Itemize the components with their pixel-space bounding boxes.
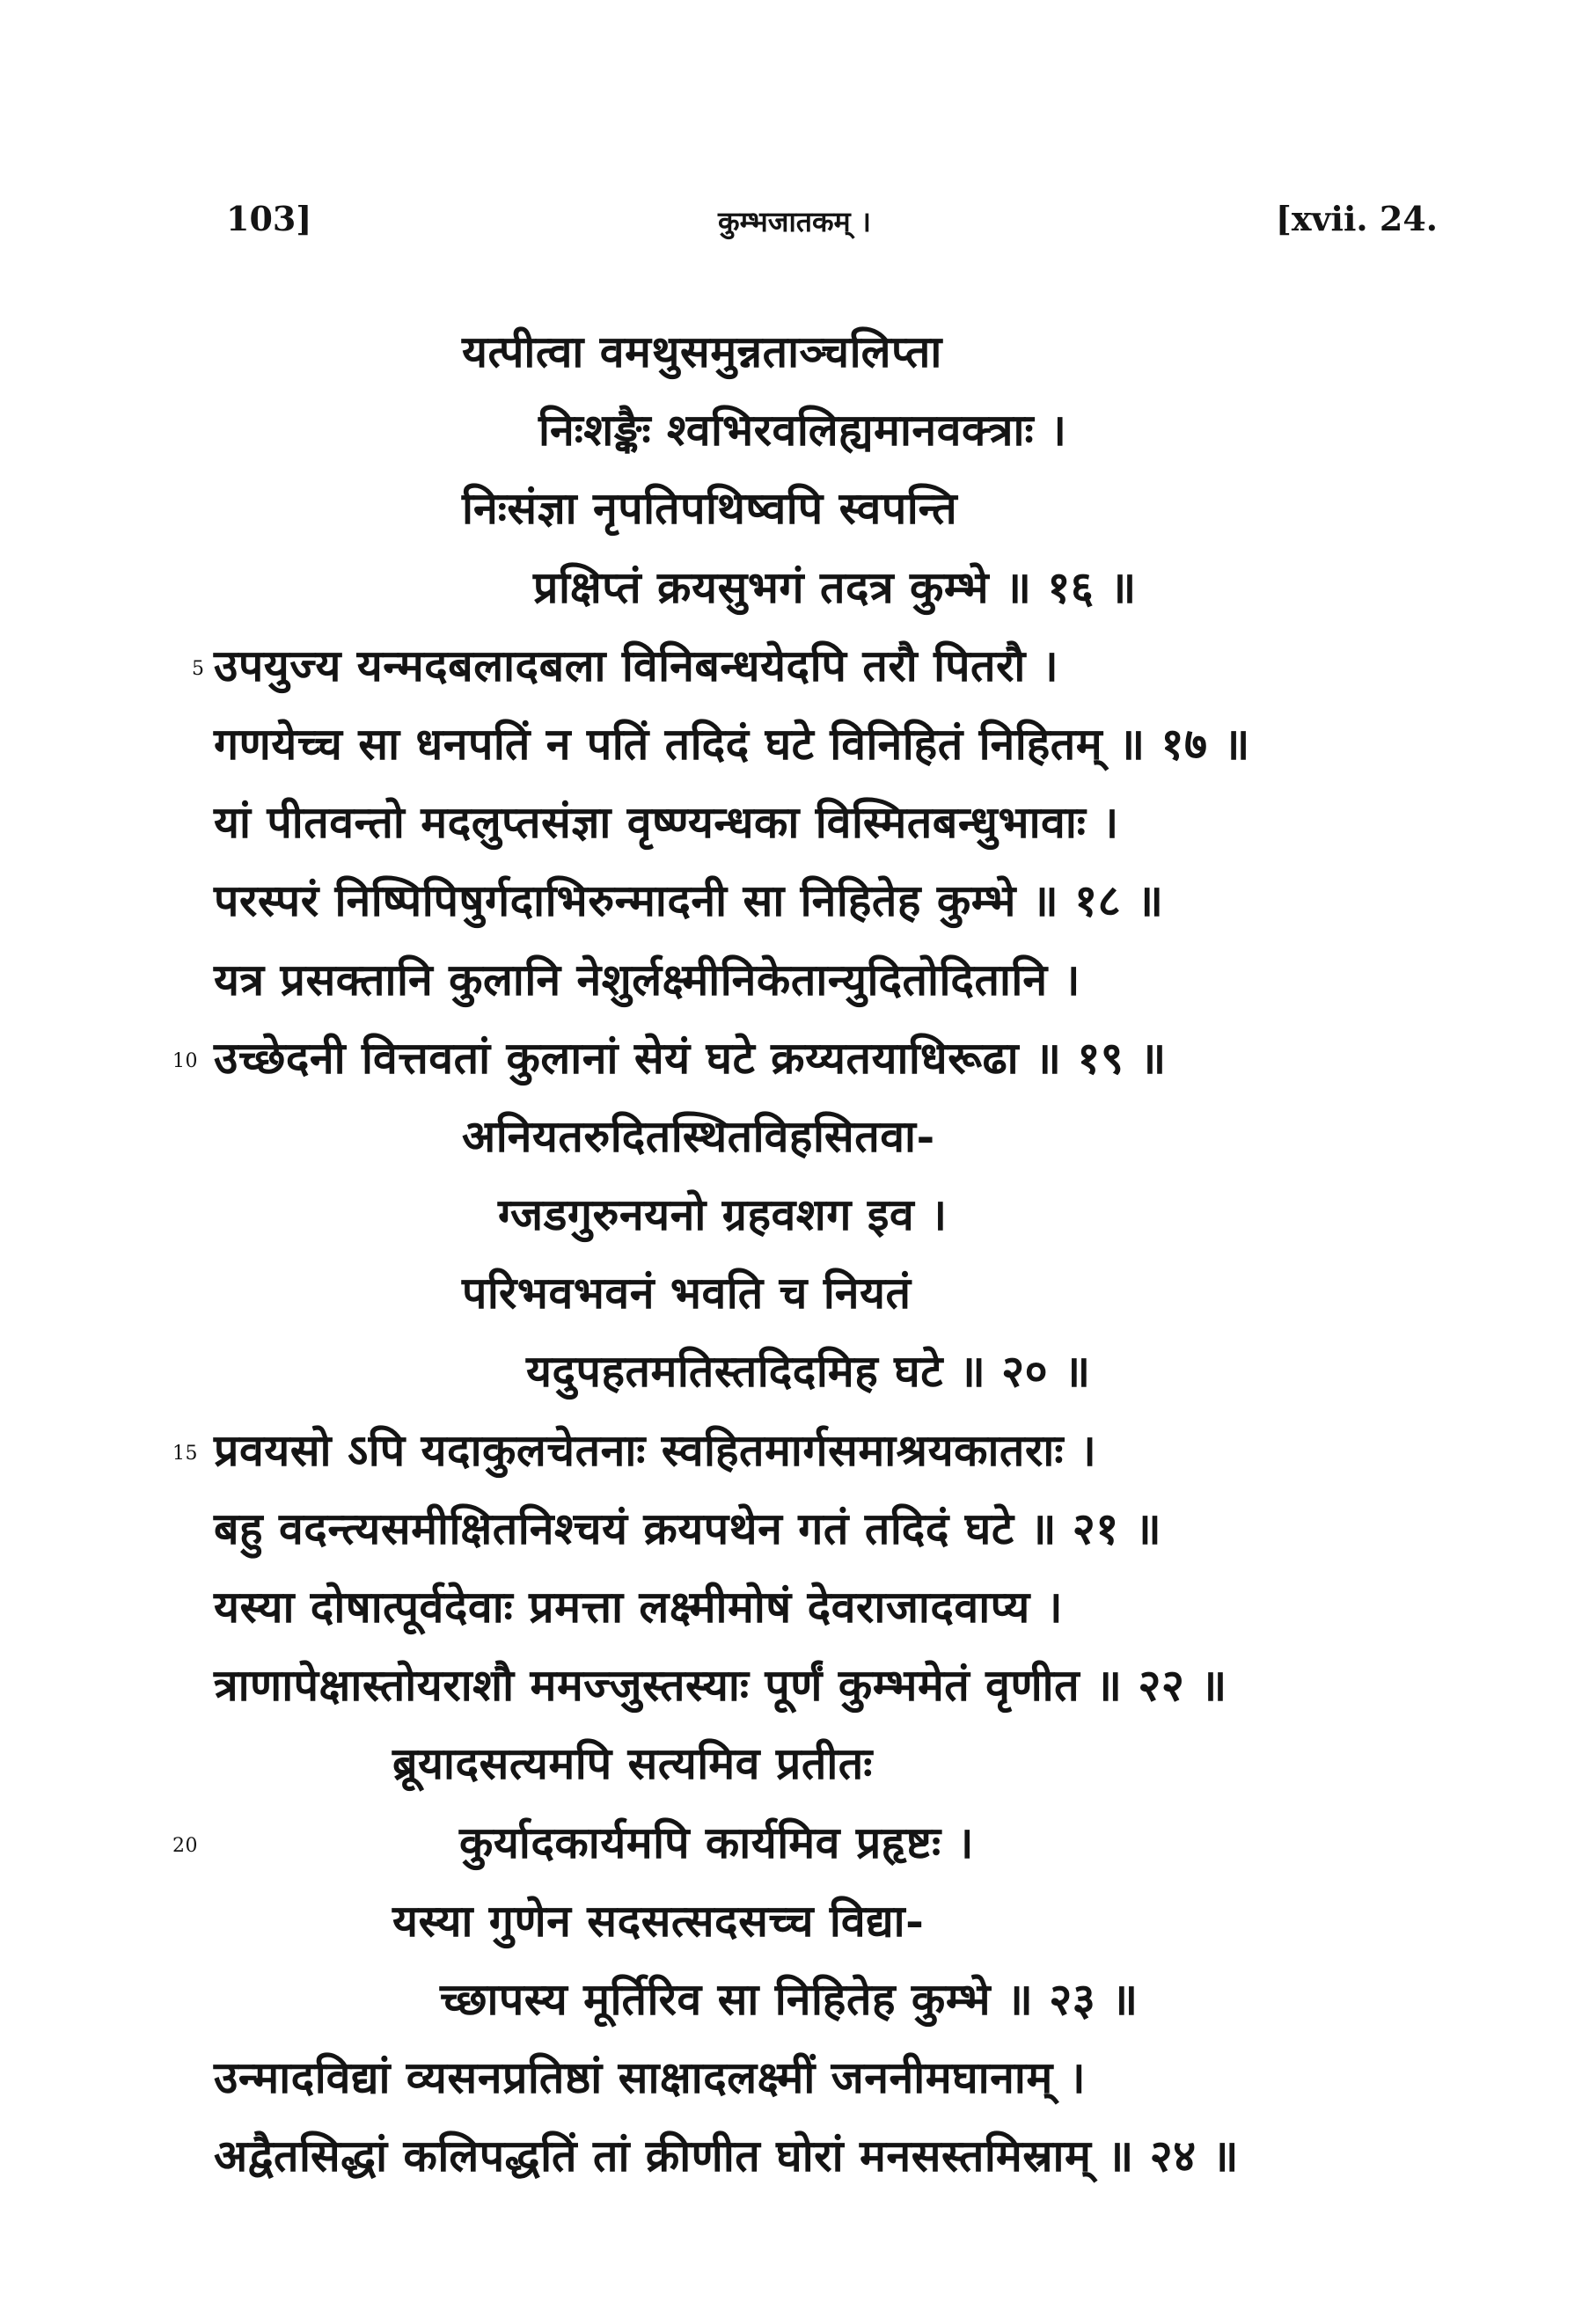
verse-line bbox=[0, 1882, 1589, 1960]
section-reference: [xvii. 24. bbox=[1275, 199, 1438, 238]
verse-line-text: यस्या दोषात्पूर्वदेवाः प्रमत्ता लक्ष्मीमोषं देवराजादवाप्य । bbox=[214, 1581, 1064, 1633]
verse-line-text: च्छापस्य मूर्तिरिव सा निहितेह कुम्भे ॥ २३ ॥ bbox=[440, 1972, 1139, 2025]
verse-line bbox=[0, 861, 1589, 939]
verse-line-text: बहु वदन्त्यसमीक्षितनिश्चयं क्रयपथेन गतं तदिदं घटे ॥ २१ ॥ bbox=[214, 1502, 1162, 1554]
verse-line-text: यत्र प्रसक्तानि कुलानि नेशुर्लक्ष्मीनिकेतान्युदितोदितानि । bbox=[214, 953, 1080, 1005]
verse-line bbox=[0, 312, 1589, 391]
verse-line bbox=[0, 1724, 1589, 1802]
verse-line bbox=[0, 1253, 1589, 1332]
page-number: 103] bbox=[226, 199, 312, 238]
verse-line-text: यां पीतवन्तो मदलुप्तसंज्ञा वृष्ण्यन्धका विस्मितबन्धुभावाः । bbox=[214, 796, 1119, 849]
verse-line-text: प्रवयसो ऽपि यदाकुलचेतनाः स्वहितमार्गसमाश्रयकातराः । bbox=[214, 1423, 1097, 1476]
verse-line-text: उपयुज्य यन्मदबलादबला विनिबन्धयेदपि तरौ पितरौ । bbox=[214, 639, 1059, 691]
verse-line bbox=[0, 1097, 1589, 1175]
verse-line bbox=[0, 2116, 1589, 2195]
verse-line-text: त्राणापेक्षास्तोयराशौ ममज्जुस्तस्याः पूर्णं कुम्भमेतं वृणीत ॥ २२ ॥ bbox=[214, 1659, 1227, 1712]
verse-line bbox=[0, 1803, 1589, 1882]
margin-line-number: 10 bbox=[172, 1049, 198, 1072]
margin-line-number: 5 bbox=[192, 657, 205, 680]
page-header bbox=[0, 199, 1589, 252]
verse-line-text: कुर्यादकार्यमपि कार्यमिव प्रहृष्टः । bbox=[459, 1816, 974, 1868]
verse-line-text: निःसंज्ञा नृपतिपथिष्वपि स्वपन्ति bbox=[462, 482, 958, 535]
verse-line bbox=[0, 626, 1589, 705]
verse-line-text: प्रक्षिप्तं क्रयसुभगं तदत्र कुम्भे ॥ १६ ॥ bbox=[533, 560, 1137, 613]
verse-line bbox=[0, 1332, 1589, 1410]
verse-line-text: परिभवभवनं भवति च नियतं bbox=[462, 1267, 912, 1319]
verse-line bbox=[0, 940, 1589, 1019]
verse-line bbox=[0, 469, 1589, 547]
verse-line-text: ब्रूयादसत्यमपि सत्यमिव प्रतीतः bbox=[392, 1737, 873, 1790]
margin-line-number: 20 bbox=[172, 1834, 198, 1857]
verse-line bbox=[0, 2038, 1589, 2116]
running-title: कुम्भजातकम् । bbox=[718, 205, 871, 238]
verse-line-text: यत्पीत्वा वमथुसमुन्नताञ्चलिप्ता bbox=[462, 325, 942, 377]
verse-line bbox=[0, 705, 1589, 783]
margin-line-number: 15 bbox=[172, 1442, 198, 1465]
verse-line bbox=[0, 1568, 1589, 1646]
verse-line bbox=[0, 391, 1589, 469]
verse-line bbox=[0, 1175, 1589, 1253]
verse-line-text: ग्जडगुरुनयनो ग्रहवशग इव । bbox=[498, 1188, 948, 1241]
verse-line-text: यस्या गुणेन सदसत्सदसच्च विद्या- bbox=[392, 1894, 925, 1947]
verse-line bbox=[0, 1960, 1589, 2038]
verse-line-text: उन्मादविद्यां व्यसनप्रतिष्ठां साक्षादलक्ष्मीं जननीमघानाम् । bbox=[214, 2051, 1087, 2104]
verse-line bbox=[0, 1019, 1589, 1097]
verse-text-block bbox=[0, 312, 1589, 2196]
verse-line-text: यदुपहतमतिस्तदिदमिह घटे ॥ २० ॥ bbox=[526, 1345, 1091, 1398]
verse-line-text: उच्छेदनी वित्तवतां कुलानां सेयं घटे क्रय्यतयाधिरूढा ॥ १९ ॥ bbox=[214, 1031, 1167, 1084]
verse-line bbox=[0, 783, 1589, 861]
verse-line bbox=[0, 1411, 1589, 1489]
verse-line bbox=[0, 548, 1589, 626]
verse-line-text: गणयेच्च सा धनपतिं न पतिं तदिदं घटे विनिहितं निहितम् ॥ १७ ॥ bbox=[214, 717, 1250, 770]
verse-line-text: अद्वैतसिद्धां कलिपद्धतिं तां क्रीणीत घोरां मनसस्तमिस्राम् ॥ २४ ॥ bbox=[214, 2130, 1240, 2182]
verse-line bbox=[0, 1489, 1589, 1568]
verse-line-text: निःशङ्कैः श्वभिरवलिह्यमानवक्त्राः । bbox=[538, 404, 1067, 457]
verse-line bbox=[0, 1646, 1589, 1724]
verse-line-text: अनियतरुदितस्थितविहसितवा- bbox=[462, 1109, 935, 1162]
verse-line-text: परस्परं निष्पिपिषुर्गदाभिरुन्मादनी सा निहितेह कुम्भे ॥ १८ ॥ bbox=[214, 874, 1164, 927]
